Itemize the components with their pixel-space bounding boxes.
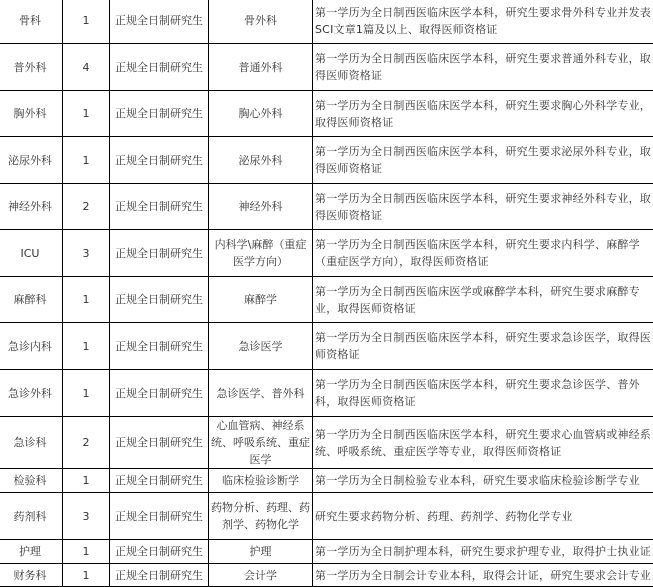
major-cell: 护理 (209, 540, 313, 564)
education-type-cell: 正规全日制研究生 (110, 277, 209, 323)
table-row (0, 564, 653, 587)
requirements-cell: 第一学历为全日制检验专业本科，研究生要求临床检验诊断学专业 (313, 469, 653, 493)
table-row (0, 540, 653, 564)
department-cell: 急诊外科 (0, 370, 63, 417)
major-cell: 神经外科 (209, 184, 313, 230)
requirements-cell: 第一学历为全日制西医临床医学本科，研究生要求急诊医学，取得医师资格证 (313, 323, 653, 370)
headcount-cell: 1 (63, 469, 110, 493)
department-cell: 神经外科 (0, 184, 63, 230)
requirements-cell: 第一学历为全日制西医临床医学本科，研究生要求内科学、麻醉学（重症医学方向），取得医师资格证 (313, 230, 653, 277)
major-cell: 药物分析、药理、药剂学、药物化学 (209, 493, 313, 540)
requirements-cell: 第一学历为全日制西医临床医学本科，研究生要求胸心外科学专业，取得医师资格证 (313, 91, 653, 137)
major-cell: 内科学\麻醉（重症医学方向） (209, 230, 313, 277)
requirements-cell: 第一学历为全日制西医临床医学本科，研究生要求普通外科专业，取得医师资格证 (313, 44, 653, 91)
department-cell: 急诊科 (0, 417, 63, 469)
requirements-cell: 研究生要求药物分析、药理、药剂学、药物化学专业 (313, 493, 653, 540)
table-row (0, 44, 653, 91)
requirements-cell: 第一学历为全日制西医临床医学或麻醉学本科，研究生要求麻醉专业，取得医师资格证 (313, 277, 653, 323)
department-cell: 普外科 (0, 44, 63, 91)
major-cell: 泌尿外科 (209, 137, 313, 184)
education-type-cell: 正规全日制研究生 (110, 540, 209, 564)
table-row (0, 493, 653, 540)
education-type-cell: 正规全日制研究生 (110, 469, 209, 493)
table-row (0, 0, 653, 44)
education-type-cell: 正规全日制研究生 (110, 137, 209, 184)
department-cell: 药剂科 (0, 493, 63, 540)
requirements-cell: 第一学历为全日制会计专业本科，取得会计证，研究生要求会计专业 (313, 564, 653, 587)
table-row (0, 277, 653, 323)
major-cell: 急诊医学 (209, 323, 313, 370)
department-cell: 骨科 (0, 0, 63, 44)
table-row (0, 91, 653, 137)
department-cell: 泌尿外科 (0, 137, 63, 184)
department-cell: 财务科 (0, 564, 63, 587)
requirements-cell: 第一学历为全日制西医临床医学本科，研究生要求泌尿外科专业，取得医师资格证 (313, 137, 653, 184)
headcount-cell: 1 (63, 540, 110, 564)
headcount-cell: 1 (63, 277, 110, 323)
headcount-cell: 1 (63, 564, 110, 587)
major-cell: 麻醉学 (209, 277, 313, 323)
headcount-cell: 1 (63, 323, 110, 370)
department-cell: 麻醉科 (0, 277, 63, 323)
headcount-cell: 1 (63, 370, 110, 417)
department-cell: 检验科 (0, 469, 63, 493)
headcount-cell: 2 (63, 184, 110, 230)
headcount-cell: 1 (63, 0, 110, 44)
headcount-cell: 3 (63, 493, 110, 540)
department-cell: 急诊内科 (0, 323, 63, 370)
major-cell: 急诊医学、普外科 (209, 370, 313, 417)
table-row (0, 137, 653, 184)
headcount-cell: 2 (63, 417, 110, 469)
table-row (0, 323, 653, 370)
table-row (0, 230, 653, 277)
education-type-cell: 正规全日制研究生 (110, 230, 209, 277)
major-cell: 胸心外科 (209, 91, 313, 137)
requirements-cell: 第一学历为全日制护理本科，研究生要求护理专业，取得护士执业证 (313, 540, 653, 564)
department-cell: 护理 (0, 540, 63, 564)
headcount-cell: 1 (63, 137, 110, 184)
major-cell: 会计学 (209, 564, 313, 587)
table-row (0, 370, 653, 417)
major-cell: 心血管病、神经系统、呼吸系统、重症医学 (209, 417, 313, 469)
education-type-cell: 正规全日制研究生 (110, 417, 209, 469)
table-row (0, 184, 653, 230)
education-type-cell: 正规全日制研究生 (110, 184, 209, 230)
major-cell: 临床检验诊断学 (209, 469, 313, 493)
major-cell: 骨外科 (209, 0, 313, 44)
requirements-cell: 第一学历为全日制西医临床医学本科，研究生要求急诊医学、普外科，取得医师资格证 (313, 370, 653, 417)
requirements-cell: 第一学历为全日制西医临床医学本科，研究生要求心血管病或神经系统、呼吸系统、重症医学等专业，取得医师资格证 (313, 417, 653, 469)
education-type-cell: 正规全日制研究生 (110, 44, 209, 91)
headcount-cell: 3 (63, 230, 110, 277)
major-cell: 普通外科 (209, 44, 313, 91)
education-type-cell: 正规全日制研究生 (110, 493, 209, 540)
requirements-cell: 第一学历为全日制西医临床医学本科，研究生要求神经外科专业，取得医师资格证 (313, 184, 653, 230)
headcount-cell: 4 (63, 44, 110, 91)
education-type-cell: 正规全日制研究生 (110, 323, 209, 370)
department-cell: 胸外科 (0, 91, 63, 137)
requirements-cell: 第一学历为全日制西医临床医学本科，研究生要求骨外科专业并发表SCI文章1篇及以上、取得医师资格证 (313, 0, 653, 44)
headcount-cell: 1 (63, 91, 110, 137)
table-row (0, 417, 653, 469)
department-cell: ICU (0, 230, 63, 277)
education-type-cell: 正规全日制研究生 (110, 0, 209, 44)
table-row (0, 469, 653, 493)
education-type-cell: 正规全日制研究生 (110, 91, 209, 137)
education-type-cell: 正规全日制研究生 (110, 370, 209, 417)
education-type-cell: 正规全日制研究生 (110, 564, 209, 587)
